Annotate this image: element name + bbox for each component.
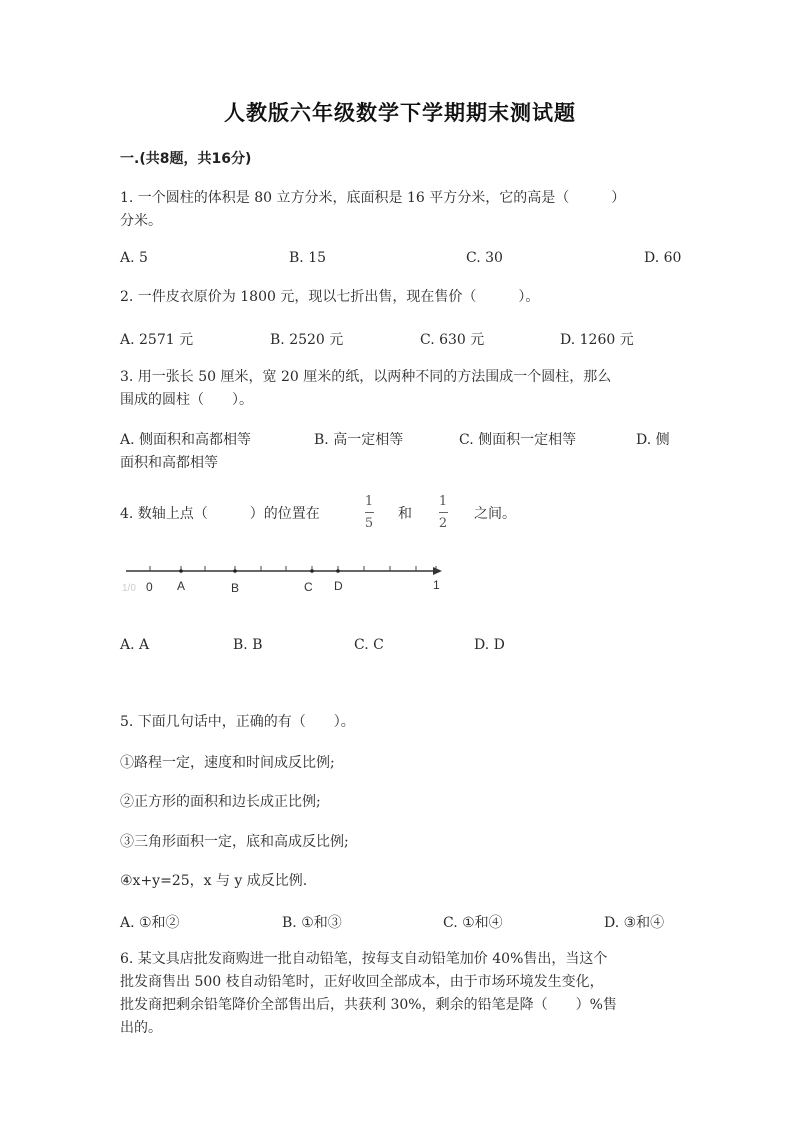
number-line-arrow: [433, 567, 442, 575]
question-1-option-a: A. 5: [120, 250, 148, 266]
question-4-text-after: 之间。: [474, 506, 516, 522]
label-d: D: [334, 579, 343, 593]
question-1-line-1: 1. 一个圆柱的体积是 80 立方分米，底面积是 16 平方分米，它的高是（ ）: [120, 190, 626, 206]
question-3-option-d-wrap: 面积和高都相等: [120, 455, 218, 471]
question-6-line-3: 批发商把剩余铅笔降价全部售出后，共获利 30%，剩余的铅笔是降（ ）%售: [120, 997, 617, 1013]
section-heading: 一.(共8题，共16分): [120, 151, 252, 167]
question-5-option-a: A. ①和②: [120, 915, 180, 931]
question-2-option-a: A. 2571 元: [120, 332, 194, 348]
question-3-option-b: B. 高一定相等: [314, 432, 404, 448]
question-4-option-b: B. B: [233, 637, 263, 653]
fraction-one-half-denominator: 2: [438, 516, 448, 531]
fraction-bar: [439, 512, 448, 513]
point-d-dot: [336, 569, 340, 573]
question-4-option-d: D. D: [474, 637, 505, 653]
label-1: 1: [433, 578, 440, 592]
point-b-dot: [233, 569, 237, 573]
question-4-text-before: 4. 数轴上点（ ）的位置在: [120, 506, 320, 522]
fraction-one-half: [433, 494, 453, 531]
question-2-line-1: 2. 一件皮衣原价为 1800 元，现以七折出售，现在售价（ ）。: [120, 289, 540, 305]
question-5-statement-4: ④x+y=25，x 与 y 成反比例.: [120, 873, 308, 889]
label-a: A: [177, 579, 186, 593]
number-line: [120, 555, 460, 605]
question-6-line-2: 批发商售出 500 枝自动铅笔时，正好收回全部成本，由于市场环境发生变化，: [120, 974, 604, 990]
fraction-one-half-numerator: 1: [438, 494, 448, 509]
question-3-option-d: D. 侧: [636, 432, 670, 448]
question-5-statement-1: ①路程一定，速度和时间成反比例;: [120, 755, 335, 771]
question-6-line-4: 出的。: [120, 1020, 162, 1036]
page-title: 人教版六年级数学下学期期末测试题: [224, 101, 576, 125]
question-5-option-d: D. ③和④: [604, 915, 665, 931]
question-4-option-c: C. C: [354, 637, 384, 653]
question-1-option-d: D. 60: [644, 250, 682, 266]
label-c: C: [304, 580, 313, 594]
point-c-dot: [310, 569, 314, 573]
fraction-one-fifth: [359, 494, 379, 531]
question-5-option-c: C. ①和④: [443, 915, 503, 931]
fraction-one-fifth-numerator: 1: [364, 494, 374, 509]
question-6-line-1: 6. 某文具店批发商购进一批自动铅笔，按每支自动铅笔加价 40%售出，当这个: [120, 951, 608, 967]
question-5-statement-2: ②正方形的面积和边长成正比例;: [120, 794, 321, 810]
faded-label: 1/0: [122, 583, 136, 594]
label-b: B: [231, 581, 240, 595]
fraction-one-fifth-denominator: 5: [364, 516, 374, 531]
question-1-option-b: B. 15: [289, 250, 327, 266]
question-3-line-2: 围成的圆柱（ ）。: [120, 392, 253, 408]
question-2-option-d: D. 1260 元: [560, 332, 634, 348]
question-5-statement-3: ③三角形面积一定，底和高成反比例;: [120, 834, 349, 850]
question-1-line-2: 分米。: [120, 213, 162, 229]
label-0: 0: [146, 580, 153, 594]
question-3-option-a: A. 侧面积和高都相等: [120, 432, 252, 448]
fraction-bar: [365, 512, 374, 513]
question-5-line-1: 5. 下面几句话中，正确的有（ ）。: [120, 714, 355, 730]
question-4-option-a: A. A: [120, 637, 150, 653]
question-2-option-c: C. 630 元: [420, 332, 485, 348]
question-3-option-c: C. 侧面积一定相等: [459, 432, 577, 448]
point-a-dot: [179, 569, 183, 573]
question-3-line-1: 3. 用一张长 50 厘米，宽 20 厘米的纸，以两种不同的方法围成一个圆柱，那么: [120, 369, 612, 385]
question-2-option-b: B. 2520 元: [270, 332, 344, 348]
question-4-and: 和: [398, 506, 412, 522]
question-5-option-b: B. ①和③: [282, 915, 342, 931]
question-1-option-c: C. 30: [466, 250, 503, 266]
